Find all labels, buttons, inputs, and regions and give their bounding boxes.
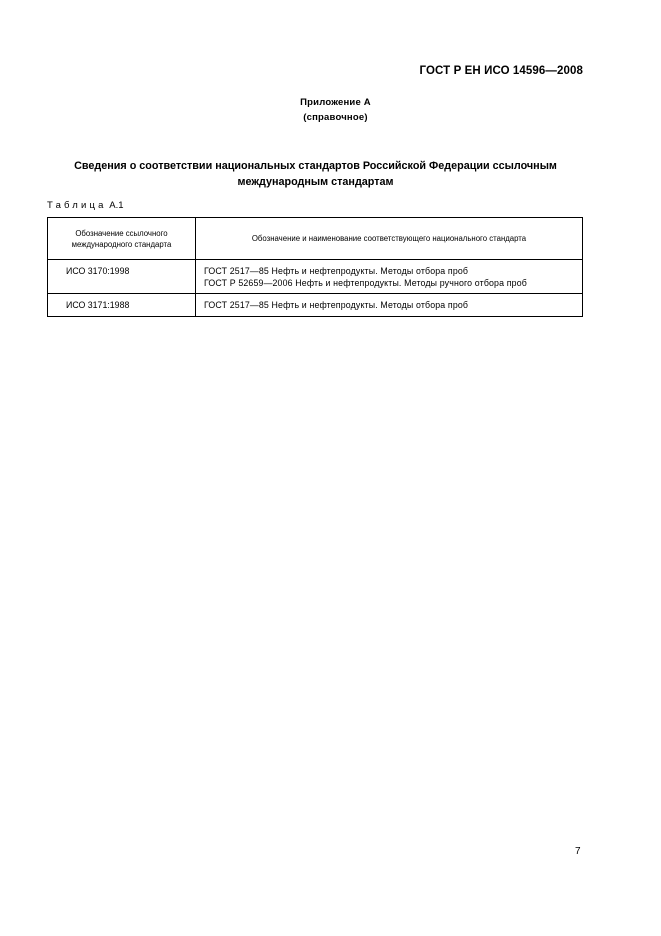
national-standard-cell: [196, 294, 583, 317]
national-standard-cell: [196, 260, 583, 294]
section-heading: [48, 158, 583, 190]
column-header-national-standard: Обозначение и наименование соответствующего национального стандарта: [196, 218, 583, 260]
annex-title-block: [0, 95, 661, 125]
table-caption: [47, 200, 124, 211]
section-heading-line-1: Сведения о соответствии национальных стандартов Российской Федерации ссылочным: [74, 160, 557, 172]
national-standard-entry: ГОСТ 2517—85 Нефть и нефтепродукты. Методы отбора проб: [204, 266, 469, 276]
table-caption-word: Таблица: [47, 200, 107, 211]
national-standard-entry: ГОСТ Р 52659—2006 Нефть и нефтепродукты. Методы ручного отбора проб: [204, 278, 527, 288]
table-caption-number: А.1: [109, 200, 124, 211]
annex-type: (справочное): [303, 112, 368, 123]
table-row: [48, 260, 583, 294]
page-number: 7: [575, 846, 581, 857]
intl-standard-cell: ИСО 3170:1998: [48, 260, 196, 294]
document-code: ГОСТ Р ЕН ИСО 14596—2008: [419, 65, 583, 77]
national-standard-entry: ГОСТ 2517—85 Нефть и нефтепродукты. Методы отбора проб: [204, 300, 469, 310]
annex-title: Приложение А: [300, 97, 371, 108]
intl-standard-cell: ИСО 3171:1988: [48, 294, 196, 317]
table-header-row: [48, 218, 583, 260]
column-header-intl-standard: Обозначение ссылочного международного стандарта: [48, 218, 196, 260]
standards-table: [47, 217, 583, 317]
table-row: [48, 294, 583, 317]
section-heading-line-2: международным стандартам: [237, 176, 394, 188]
